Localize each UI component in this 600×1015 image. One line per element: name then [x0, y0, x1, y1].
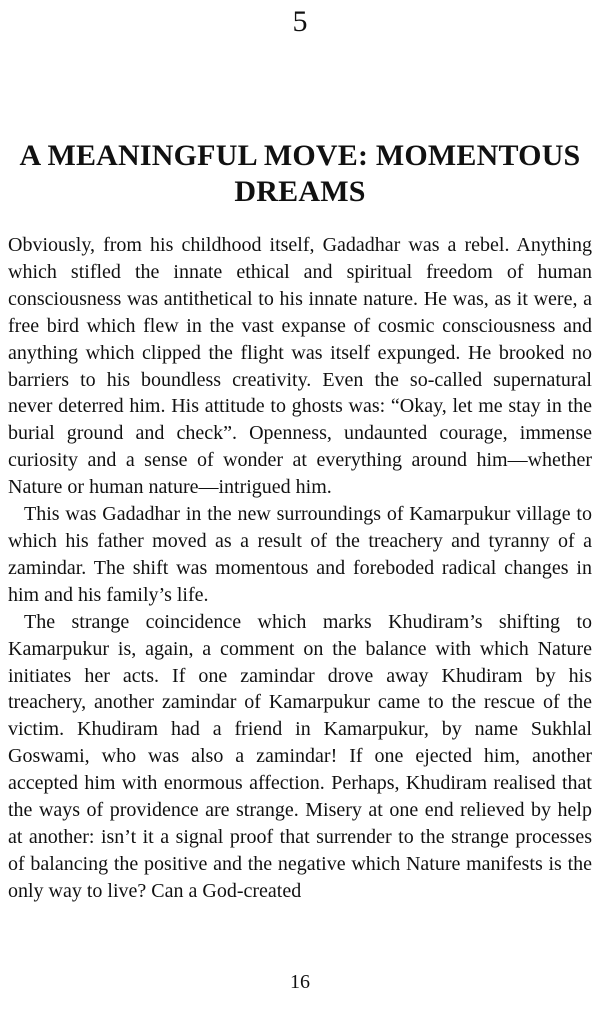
- body-text: [8, 232, 592, 905]
- chapter-number: 5: [292, 5, 308, 38]
- paragraph: Obviously, from his childhood itself, Gadadhar was a rebel. Anything which stifled the innate ethical and spiritual freedom of human consciousness was antithetical to his innate nature. He was, as it were, a free bird which flew in the vast expanse of cosmic consciousness and anything which clipped the flight was itself expunged. He brooked no barriers to his boundless creativity. Even the so-called supernatural never deterred him. His attitude to ghosts was: “Okay, let me stay in the burial ground and check”. Openness, undaunted courage, immense curiosity and a sense of wonder at everything around him—whether Nature or human nature—intrigued him.: [8, 234, 592, 499]
- paragraph: This was Gadadhar in the new surroundings of Kamarpukur village to which his father moved as a result of the treachery and tyranny of a zamindar. The shift was momentous and foreboded radical changes in him and his family’s life.: [8, 503, 592, 606]
- page-number: 16: [290, 971, 310, 993]
- paragraph: The strange coincidence which marks Khudiram’s shifting to Kamarpukur is, again, a comment on the balance with which Nature initiates her acts. If one zamindar drove away Khudiram by his treachery, another zamindar of Kamarpukur came to the rescue of the victim. Khudiram had a friend in Kamarpukur, by name Sukhlal Goswami, who was also a zamindar! If one ejected him, another accepted him with enormous affection. Perhaps, Khudiram realised that the ways of providence are strange. Misery at one end relieved by help at another: isn’t it a signal proof that surrender to the strange processes of balancing the positive and the negative which Nature manifests is the only way to live? Can a God-created: [8, 610, 592, 902]
- chapter-title: [0, 138, 600, 210]
- chapter-title-line: A MEANINGFUL MOVE: MOMENTOUS: [19, 139, 581, 172]
- chapter-title-line: DREAMS: [234, 175, 366, 208]
